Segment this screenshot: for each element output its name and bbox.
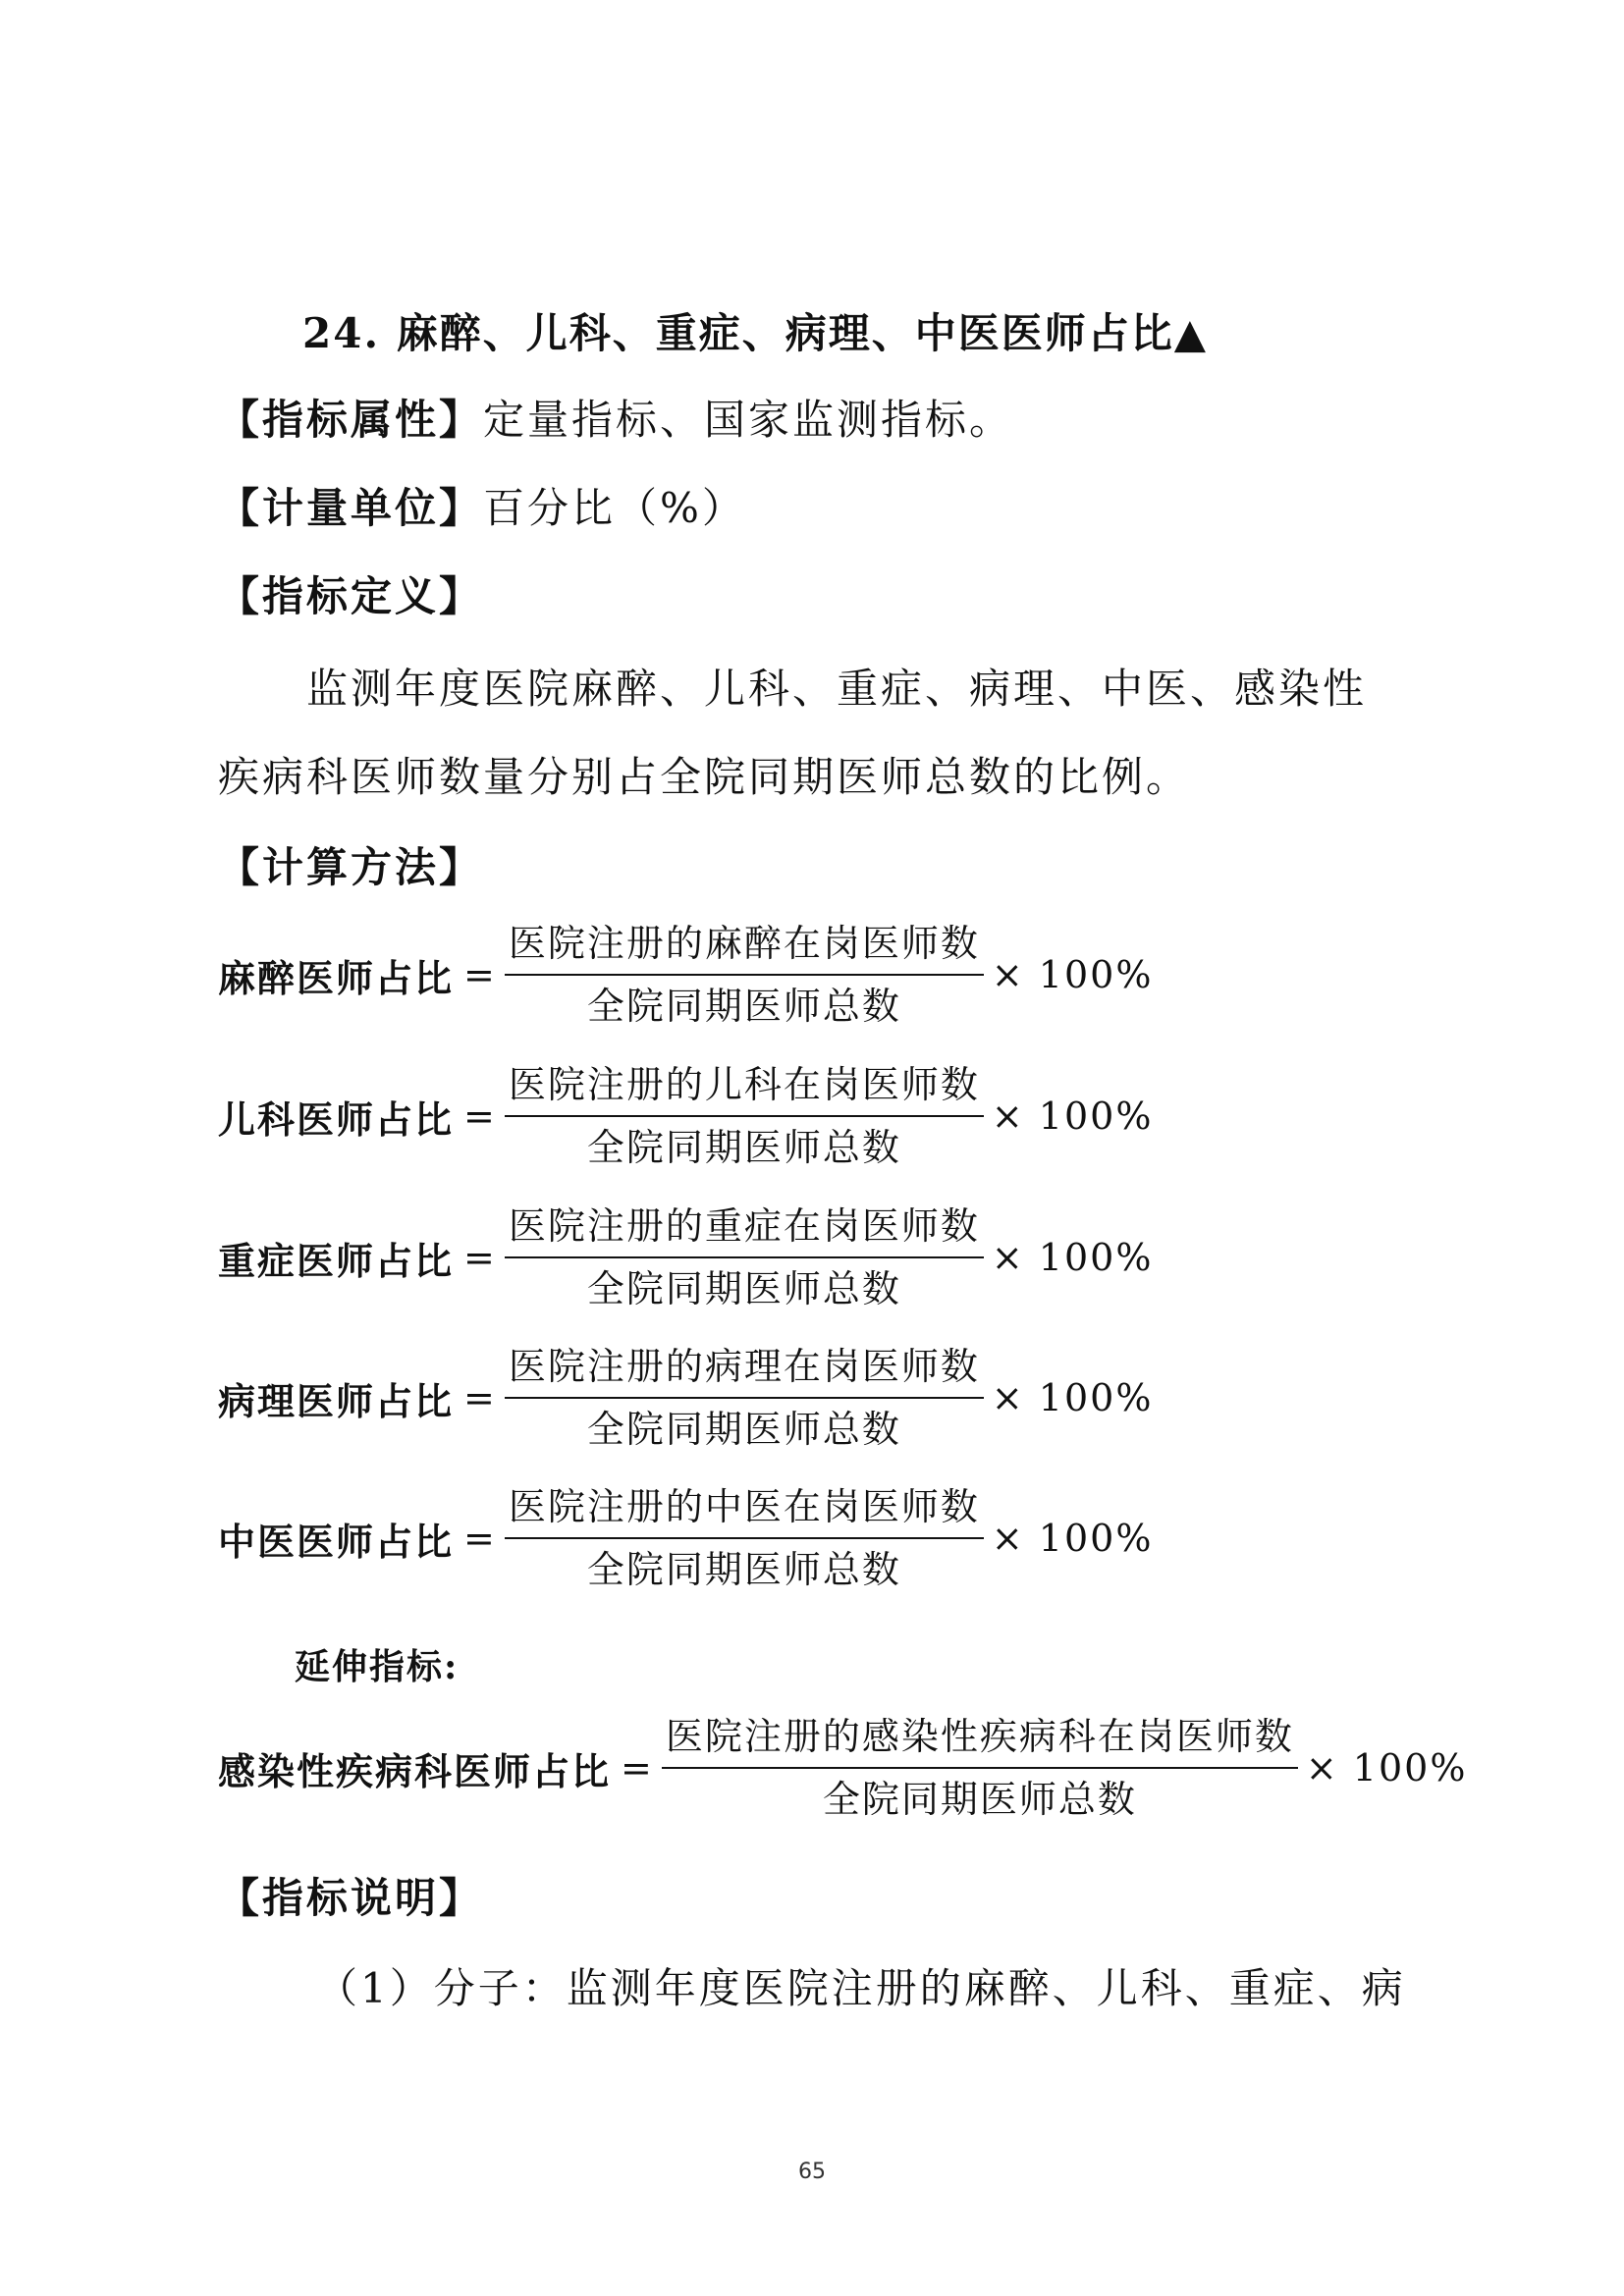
multiplier: × 100%: [991, 1236, 1154, 1279]
formula-pediatrics: [218, 1060, 1153, 1172]
extension-label: 延伸指标:: [295, 1646, 460, 1687]
formula-lhs: 中医医师占比: [218, 1519, 455, 1564]
fraction: [505, 1342, 984, 1454]
unit-row: [218, 481, 746, 536]
formula-tcm: [218, 1482, 1153, 1594]
equals-sign: =: [621, 1746, 654, 1789]
equals-sign: =: [463, 1095, 497, 1138]
fraction-numerator: 医院注册的病理在岗医师数: [505, 1342, 984, 1399]
formula-lhs: 病理医师占比: [218, 1378, 455, 1423]
fraction-denominator: 全院同期医师总数: [822, 1778, 1137, 1821]
fraction-denominator: 全院同期医师总数: [586, 1408, 901, 1451]
fraction-denominator: 全院同期医师总数: [586, 1548, 901, 1591]
formula-lhs: 儿科医师占比: [218, 1096, 455, 1142]
attribute-value: 定量指标、国家监测指标。: [483, 396, 1014, 444]
definition-text-line-1: 监测年度医院麻醉、儿科、重症、病理、中医、感染性: [306, 665, 1368, 713]
page-number: 65: [798, 2160, 826, 2184]
multiplier: × 100%: [991, 953, 1154, 996]
attribute-label: 【指标属性】: [218, 396, 484, 444]
equals-sign: =: [463, 1236, 497, 1279]
fraction: [505, 1060, 984, 1172]
fraction: [662, 1712, 1298, 1824]
fraction: [505, 1201, 984, 1313]
formula-anesthesia: [218, 919, 1153, 1031]
fraction-numerator: 医院注册的儿科在岗医师数: [505, 1060, 984, 1117]
method-label: 【计算方法】: [218, 843, 484, 891]
formula-lhs: 重症医师占比: [218, 1238, 455, 1283]
fraction-numerator: 医院注册的感染性疾病科在岗医师数: [662, 1712, 1298, 1769]
attribute-row: [218, 393, 1013, 448]
formula-infectious-disease: [218, 1712, 1467, 1824]
formula-pathology: [218, 1342, 1153, 1454]
fraction-denominator: 全院同期医师总数: [586, 985, 901, 1028]
formula-lhs: 麻醉医师占比: [218, 955, 455, 1000]
unit-label: 【计量单位】: [218, 484, 484, 532]
fraction-numerator: 医院注册的中医在岗医师数: [505, 1482, 984, 1539]
definition-text-line-2: 疾病科医师数量分别占全院同期医师总数的比例。: [218, 753, 1191, 801]
explanation-label: 【指标说明】: [218, 1874, 484, 1922]
multiplier: × 100%: [991, 1376, 1154, 1419]
fraction: [505, 919, 984, 1031]
explanation-text-line-1: （1）分子：监测年度医院注册的麻醉、儿科、重症、病: [316, 1964, 1406, 2012]
section-heading: 24. 麻醉、儿科、重症、病理、中医医师占比▲: [302, 309, 1208, 357]
definition-label: 【指标定义】: [218, 572, 484, 620]
formula-lhs: 感染性疾病科医师占比: [218, 1748, 612, 1793]
multiplier: × 100%: [991, 1095, 1154, 1138]
fraction: [505, 1482, 984, 1594]
fraction-denominator: 全院同期医师总数: [586, 1267, 901, 1310]
fraction-numerator: 医院注册的麻醉在岗医师数: [505, 919, 984, 976]
fraction-numerator: 医院注册的重症在岗医师数: [505, 1201, 984, 1258]
multiplier: × 100%: [1305, 1746, 1468, 1789]
unit-value: 百分比（%）: [483, 484, 746, 532]
equals-sign: =: [463, 1376, 497, 1419]
formula-critical-care: [218, 1201, 1153, 1313]
fraction-denominator: 全院同期医师总数: [586, 1126, 901, 1169]
multiplier: × 100%: [991, 1517, 1154, 1560]
equals-sign: =: [463, 1517, 497, 1560]
equals-sign: =: [463, 953, 497, 996]
